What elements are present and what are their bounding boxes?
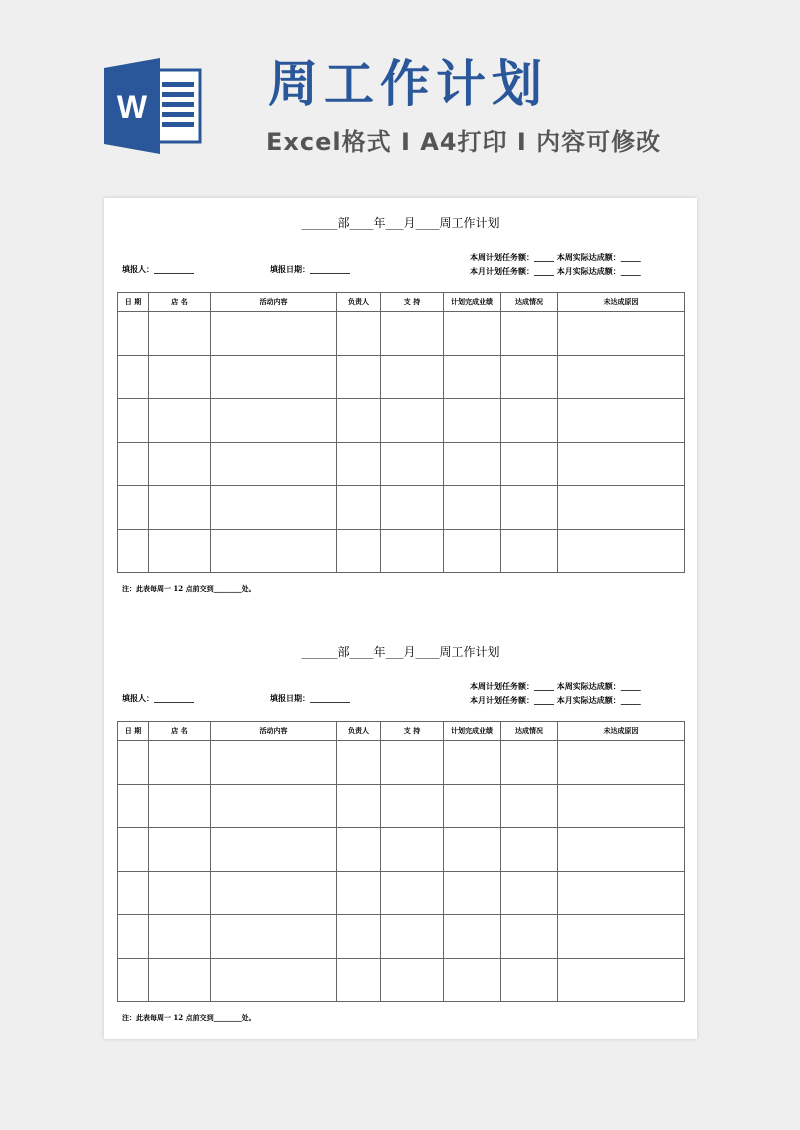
- column-header: 未达成原因: [558, 722, 685, 741]
- page-subtitle: Excel格式 I A4打印 I 内容可修改: [266, 128, 662, 156]
- column-header: 日 期: [118, 293, 149, 312]
- report-date-field: 填报日期：__________: [270, 264, 350, 274]
- svg-text:W: W: [116, 89, 148, 125]
- table-row: [118, 529, 685, 573]
- page-title: 周工作计划: [268, 55, 548, 113]
- column-header: 支 持: [381, 293, 444, 312]
- report-date-field: 填报日期：__________: [270, 693, 350, 703]
- table-row: [118, 958, 685, 1002]
- column-header: 活动内容: [211, 722, 337, 741]
- column-header: 活动内容: [211, 293, 337, 312]
- reporter-field: 填报人：__________: [122, 264, 194, 274]
- column-header: 店 名: [149, 722, 211, 741]
- table-row: [118, 828, 685, 872]
- table-header-row: [118, 722, 685, 741]
- table-row: [118, 871, 685, 915]
- plan-form-1: [104, 198, 697, 608]
- table-header-row: [118, 293, 685, 312]
- week-amount-line: 本周计划任务额：_____ 本周实际达成额：_____: [470, 681, 641, 691]
- plan-table: [117, 721, 685, 1002]
- week-amount-line: 本周计划任务额：_____ 本周实际达成额：_____: [470, 252, 641, 262]
- table-row: [118, 399, 685, 443]
- column-header: 未达成原因: [558, 293, 685, 312]
- column-header: 达成情况: [501, 293, 558, 312]
- form-title: ______部____年___月____周工作计划: [301, 216, 500, 230]
- table-row: [118, 915, 685, 959]
- plan-form-2: [104, 627, 697, 1037]
- table-row: [118, 312, 685, 356]
- column-header: 日 期: [118, 722, 149, 741]
- table-row: [118, 741, 685, 785]
- column-header: 达成情况: [501, 722, 558, 741]
- column-header: 负责人: [337, 722, 381, 741]
- column-header: 计划完成业绩: [444, 722, 501, 741]
- month-amount-line: 本月计划任务额：_____ 本月实际达成额：_____: [470, 695, 641, 705]
- column-header: 计划完成业绩: [444, 293, 501, 312]
- table-row: [118, 784, 685, 828]
- form-title: ______部____年___月____周工作计划: [301, 645, 500, 659]
- form-note: 注：此表每周一 12 点前交到________处。: [122, 584, 256, 593]
- reporter-field: 填报人：__________: [122, 693, 194, 703]
- month-amount-line: 本月计划任务额：_____ 本月实际达成额：_____: [470, 266, 641, 276]
- column-header: 负责人: [337, 293, 381, 312]
- table-row: [118, 486, 685, 530]
- table-row: [118, 442, 685, 486]
- table-row: [118, 355, 685, 399]
- plan-table: [117, 292, 685, 573]
- column-header: 店 名: [149, 293, 211, 312]
- form-note: 注：此表每周一 12 点前交到________处。: [122, 1013, 256, 1022]
- column-header: 支 持: [381, 722, 444, 741]
- word-icon: [104, 58, 204, 154]
- document-sheet: [104, 198, 697, 1039]
